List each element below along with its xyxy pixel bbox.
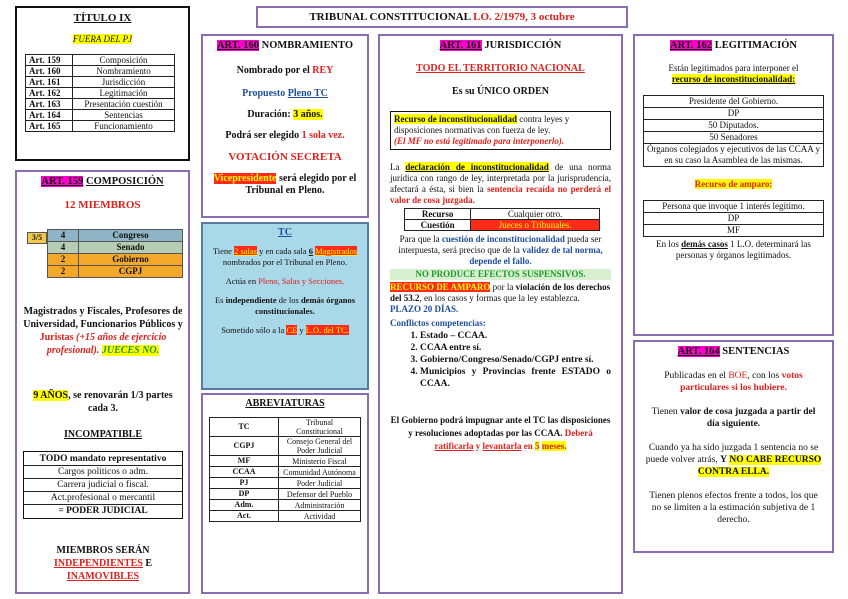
tc-actua: Actúa en Pleno, Salas y Secciones.	[225, 276, 345, 286]
incompatible-list	[23, 451, 183, 519]
amparo-item: Persona que invoque 1 interés legítimo.	[644, 201, 823, 213]
conflicto-item: 1. Estado – CCAA.	[420, 330, 611, 342]
recurso-inc: Recurso de inconstitucionalidad contra leyes y disposiciones normativas con fuerza de ley. (El MF no está legitimado para interponerlo).	[390, 111, 611, 150]
titulo-row	[26, 66, 175, 77]
proposers-table	[47, 229, 183, 278]
abreviatura-code: CCAA	[210, 467, 279, 478]
legitimados-intro: Están legitimados para interponer el recurso de inconstitucionalidad:	[668, 63, 799, 84]
tc-sometido: Sometido sólo a la CE y L.O. del TC.	[221, 325, 349, 335]
titulo-table	[25, 54, 175, 132]
header-title: TRIBUNAL CONSTITUCIONAL	[309, 11, 471, 23]
proposer-name: Congreso	[112, 230, 149, 240]
sentencias-box	[633, 340, 834, 553]
amparo-item: DP	[644, 213, 823, 225]
titulo-art: Art. 163	[26, 99, 73, 110]
amparo-title: Recurso de amparo:	[694, 179, 773, 189]
miembros-count: 12 MIEMBROS	[64, 199, 141, 211]
abreviatura-code: MF	[210, 456, 279, 467]
recurso-row	[405, 209, 600, 220]
miembros-seran: MIEMBROS SERÁN INDEPENDIENTES E INAMOVIBLES	[53, 545, 153, 582]
titulo-desc: Funcionamiento	[73, 121, 175, 132]
abreviatura-meaning: Comunidad Autónoma	[279, 467, 361, 478]
titulo-subtitle: FUERA DEL PJ	[72, 34, 133, 44]
unico-orden: Es su ÚNICO ORDEN	[452, 86, 549, 97]
abreviatura-row	[210, 467, 361, 478]
jurisdiccion-box	[378, 34, 623, 594]
abreviaturas-title: ABREVIATURAS	[245, 398, 325, 409]
abreviatura-code: PJ	[210, 478, 279, 489]
incompatible-item: Carrera judicial o fiscal.	[24, 479, 182, 492]
abreviatura-meaning: Tribunal Constitucional	[279, 418, 361, 437]
nombramiento-box	[201, 34, 369, 218]
conflictos-title: Conflictos competencias:	[390, 318, 486, 328]
abreviatura-code: Adm.	[210, 500, 279, 511]
votacion: VOTACIÓN SECRETA	[228, 151, 342, 163]
abreviatura-row	[210, 500, 361, 511]
recurso-row	[405, 220, 600, 231]
titulo-row	[26, 121, 175, 132]
incompatible-item: Act.profesional o mercantil	[24, 492, 182, 505]
recurso-who: Jueces o Tribunales.	[471, 220, 600, 231]
tc-salas: Tiene 2 salas y en cada sala 6 Magistrados nombrados por el Tribunal en Pleno.	[212, 246, 358, 267]
titulo-desc: Nombramiento	[73, 66, 175, 77]
tc-independiente: Es independiente de los demás órganos constitucionales.	[214, 295, 356, 316]
abreviatura-code: CGPJ	[210, 437, 279, 456]
abreviaturas-box	[201, 393, 369, 594]
sentencias-title: SENTENCIAS	[722, 346, 790, 357]
proposer-count: 4	[48, 242, 79, 253]
titulo-desc: Legitimación	[73, 88, 175, 99]
proposer-count: 2	[48, 266, 79, 277]
amparo-item: MF	[726, 225, 740, 235]
legitimado-item: Presidente del Gobierno.	[644, 96, 823, 108]
jurisdiccion-title: JURISDICCIÓN	[484, 40, 562, 51]
conflicto-item: 2. CCAA entre sí.	[420, 342, 611, 354]
legitimacion-art: ART. 162	[670, 40, 713, 51]
duracion: Duración: 3 años.	[247, 109, 323, 120]
legitimado-item: Órganos colegiados y ejecutivos de las CCAA y en su caso la Asamblea de las mismas.	[646, 144, 821, 165]
publicadas: Publicadas en el BOE, con los votos particulares si los hubiere.	[664, 371, 803, 393]
recurso-table	[404, 208, 600, 231]
incompatible-item: = PODER JUDICIAL	[58, 506, 148, 516]
titulo-desc: Composición	[73, 55, 175, 66]
titulo-box	[15, 6, 190, 161]
abreviatura-row	[210, 489, 361, 500]
recurso-type: Cuestión	[405, 220, 471, 231]
titulo-row	[26, 99, 175, 110]
demas-casos: En los demás casos 1 L.O. determinará las personas y órganos legitimados.	[656, 239, 811, 260]
tc-box	[201, 222, 369, 390]
plenos-efectos: Tienen plenos efectos frente a todos, los que no se limiten a la estimación subjetiva de 1 derecho.	[649, 491, 818, 525]
reelegido: Podrá ser elegido 1 sola vez.	[225, 130, 345, 141]
proposer-count: 2	[48, 254, 79, 265]
titulo-art: Art. 159	[26, 55, 73, 66]
declaracion: La declaración de inconstitucionalidad de una norma jurídica con rango de ley, interpretada por la jurisprudencia, afectará a ésta, si bien la sentencia recaída no perderá el valor de cosa juzgada.	[390, 162, 612, 205]
legitimado-item: 50 Senadores	[644, 132, 823, 144]
tc-title: TC	[278, 227, 292, 238]
legitimacion-box	[633, 34, 834, 336]
abreviaturas-table	[209, 417, 361, 522]
header-banner	[256, 6, 628, 28]
titulo-art: Art. 160	[26, 66, 73, 77]
titulo-row	[26, 110, 175, 121]
amparo-list	[643, 200, 824, 237]
incompatible-item: Cargos políticos o adm.	[24, 466, 182, 479]
titulo-row	[26, 55, 175, 66]
proposer-row	[47, 242, 183, 254]
todo-territorio: TODO EL TERRITORIO NACIONAL	[416, 63, 585, 74]
abreviatura-row	[210, 511, 361, 522]
titulo-art: Art. 162	[26, 88, 73, 99]
titulo-desc: Sentencias	[73, 110, 175, 121]
proposer-name: CGPJ	[118, 266, 143, 276]
conflicto-item: 3. Gobierno/Congreso/Senado/CGPJ entre sí.	[420, 354, 611, 366]
amparo-text: RECURSO DE AMPARO por la violación de los derechos del 53.2, en los casos y formas que la ley establezca. PLAZO 20 DÍAS.	[390, 282, 611, 314]
composicion-title: COMPOSICIÓN	[86, 176, 164, 187]
titulo-art: Art. 165	[26, 121, 73, 132]
proposer-name: Gobierno	[112, 254, 149, 264]
proposer-row	[47, 254, 183, 266]
conflicto-item: 4. Municipios y Provincias frente ESTADO o CCAA.	[420, 366, 611, 390]
abreviatura-code: Act.	[210, 511, 279, 522]
incompatible-title: INCOMPATIBLE	[64, 429, 142, 440]
titulo-art: Art. 161	[26, 77, 73, 88]
proposer-name: Senado	[116, 242, 145, 252]
titulo-desc: Jurisdicción	[73, 77, 175, 88]
requisitos: Magistrados y Fiscales, Profesores de Universidad, Funcionarios Públicos y Juristas (+15 años de ejercicio profesional). JUECES NO.	[23, 306, 183, 356]
gobierno-impugnar: El Gobierno podrá impugnar ante el TC las disposiciones y resoluciones adoptadas por las CCAA. Deberá ratificarla y levantarla en 5 meses.	[390, 415, 611, 451]
nombrado-por: Nombrado por el REY	[236, 65, 334, 76]
legitimado-item: 50 Diputados.	[644, 120, 823, 132]
no-cabe: Cuando ya ha sido juzgada 1 sentencia no se puede volver atrás, Y NO CABE RECURSO CONTRA ELLA.	[645, 443, 822, 477]
jurisdiccion-art: ART. 161	[439, 40, 482, 51]
legitimado-item: DP	[644, 108, 823, 120]
abreviatura-meaning: Poder Judicial	[279, 478, 361, 489]
abreviatura-meaning: Defensor del Pueblo	[279, 489, 361, 500]
abreviatura-meaning: Administración	[279, 500, 361, 511]
abreviatura-meaning: Consejo General del Poder Judicial	[279, 437, 361, 456]
abreviatura-meaning: Ministerio Fiscal	[279, 456, 361, 467]
mandato: 9 AÑOS, se renovarán 1/3 partes cada 3.	[33, 390, 173, 414]
composicion-box	[15, 170, 190, 594]
vicepresidente: Vicepresidente será elegido por el Tribunal en Pleno.	[213, 173, 357, 196]
proposer-count: 4	[48, 230, 79, 241]
titulo-art: Art. 164	[26, 110, 73, 121]
header-law: LO. 2/1979, 3 octubre	[473, 11, 575, 23]
cuestion-text: Para que la cuestión de inconstitucionalidad pueda ser interpuesta, será preciso que de la validez de tal norma, depende el fallo.	[398, 234, 603, 266]
abreviatura-row	[210, 437, 361, 456]
no-produce: NO PRODUCE EFECTOS SUSPENSIVOS.	[390, 269, 611, 280]
nombramiento-title: NOMBRAMIENTO	[261, 40, 354, 51]
abreviatura-row	[210, 418, 361, 437]
titulo-row	[26, 77, 175, 88]
proposer-row	[47, 229, 183, 242]
recurso-type: Recurso	[405, 209, 471, 220]
abreviatura-row	[210, 456, 361, 467]
recurso-who: Cualquier otro.	[471, 209, 600, 220]
abreviatura-meaning: Actividad	[279, 511, 361, 522]
legitimacion-title: LEGITIMACIÓN	[714, 40, 797, 51]
composicion-art: ART. 159	[41, 176, 84, 187]
titulo-title: TÍTULO IX	[73, 12, 132, 24]
legitimados-list	[643, 95, 824, 167]
nombramiento-art: ART. 160	[216, 40, 259, 51]
titulo-row	[26, 88, 175, 99]
conflictos-list	[390, 330, 611, 390]
titulo-desc: Presentación cuestión	[73, 99, 175, 110]
abreviatura-code: DP	[210, 489, 279, 500]
sentencias-art: ART. 164	[677, 346, 720, 357]
fraction-label: 3/5	[27, 232, 47, 244]
abreviatura-row	[210, 478, 361, 489]
proposer-row	[47, 266, 183, 278]
abreviatura-code: TC	[210, 418, 279, 437]
propuesto: Propuesto Pleno TC	[242, 88, 328, 99]
cosa-juzgada: Tienen valor de cosa juzgada a partir del día siguiente.	[651, 407, 816, 429]
incompatible-item: TODO mandato representativo	[24, 453, 182, 466]
